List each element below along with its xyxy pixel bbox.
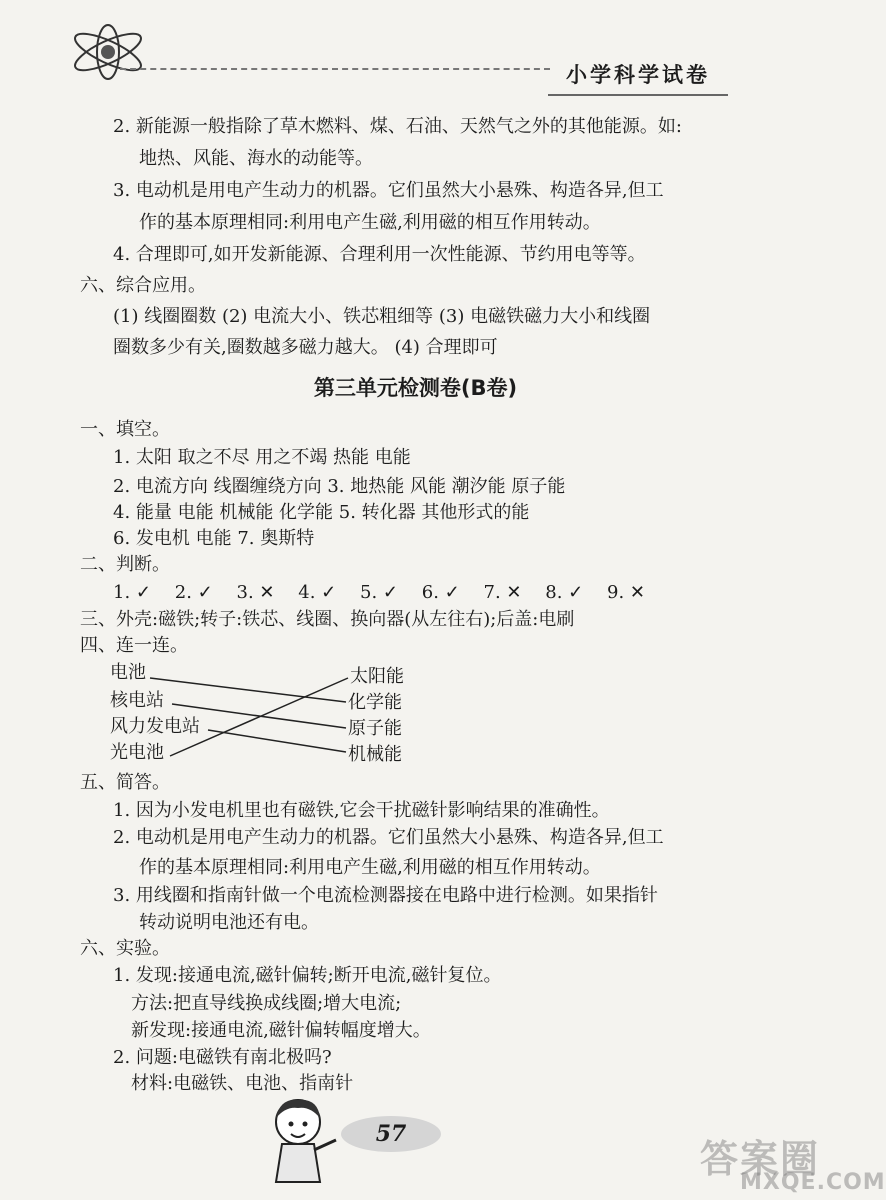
answer-line: (1) 线圈圈数 (2) 电流大小、铁芯粗细等 (3) 电磁铁磁力大小和线圈 [113, 306, 651, 327]
judgment-number: 5. [360, 582, 378, 603]
connect-right-item: 化学能 [348, 692, 402, 713]
judgment-answers [113, 580, 645, 606]
answer-line: 圈数多少有关,圈数越多磁力越大。 (4) 合理即可 [113, 337, 498, 358]
header-title: 小学科学试卷 [548, 54, 728, 96]
answer-line: 地热、风能、海水的动能等。 [139, 148, 373, 169]
answer-line: 新发现:接通电流,磁针偏转幅度增大。 [131, 1020, 431, 1041]
watermark-logo: 答案圈 [700, 1137, 821, 1181]
judgment-mark: ✓ [382, 582, 399, 603]
section-heading: 二、判断。 [80, 554, 170, 575]
section-heading: 五、简答。 [80, 772, 170, 793]
connect-line [208, 730, 346, 752]
section-heading: 六、综合应用。 [80, 275, 206, 296]
judgment-number: 2. [174, 582, 192, 603]
judgment-mark: ✓ [321, 582, 337, 603]
answer-line: 1. 发现:接通电流,磁针偏转;断开电流,磁针复位。 [113, 965, 502, 986]
answer-line: 2. 电动机是用电产生动力的机器。它们虽然大小悬殊、构造各异,但工 [113, 827, 664, 848]
judgment-number: 7. [483, 582, 501, 603]
answer-line: 转动说明电池还有电。 [139, 912, 319, 933]
connect-diagram [100, 660, 430, 770]
connect-left-item: 核电站 [110, 690, 164, 711]
connect-left-item: 电池 [110, 662, 146, 683]
judgment-number: 9. [607, 582, 625, 603]
answer-line: 2. 新能源一般指除了草木燃料、煤、石油、天然气之外的其他能源。如: [113, 116, 682, 137]
answer-line: 1. 太阳 取之不尽 用之不竭 热能 电能 [113, 447, 411, 468]
judgment-mark: ✓ [444, 582, 460, 603]
connect-left-item: 光电池 [110, 742, 164, 763]
connect-line [150, 678, 346, 702]
judgment-mark: ✕ [629, 582, 646, 603]
connect-right-item: 机械能 [348, 744, 402, 765]
answer-line: 6. 发电机 电能 7. 奥斯特 [113, 528, 315, 549]
answer-line: 3. 用线圈和指南针做一个电流检测器接在电路中进行检测。如果指针 [113, 885, 658, 906]
judgment-mark: ✓ [568, 582, 584, 603]
connect-left-item: 风力发电站 [110, 716, 200, 737]
judgment-number: 1. [113, 582, 131, 603]
answer-line: 4. 合理即可,如开发新能源、合理利用一次性能源、节约用电等等。 [113, 244, 646, 265]
answer-line: 材料:电磁铁、电池、指南针 [131, 1073, 354, 1094]
section-heading: 四、连一连。 [80, 635, 188, 656]
judgment-mark: ✕ [506, 582, 522, 603]
cartoon-boy-icon [258, 1092, 348, 1192]
watermark [700, 1128, 886, 1195]
section-heading: 一、填空。 [80, 419, 170, 440]
answer-line: 方法:把直导线换成线圈;增大电流; [131, 993, 402, 1014]
answer-line: 1. 因为小发电机里也有磁铁,它会干扰磁针影响结果的准确性。 [113, 800, 610, 821]
judgment-mark: ✕ [259, 582, 275, 603]
judgment-number: 3. [236, 582, 254, 603]
judgment-number: 8. [545, 582, 563, 603]
answer-line: 作的基本原理相同:利用电产生磁,利用磁的相互作用转动。 [139, 857, 601, 878]
header-divider [120, 68, 550, 70]
connect-right-item: 原子能 [348, 718, 402, 739]
answer-line: 三、外壳:磁铁;转子:铁芯、线圈、换向器(从左往右);后盖:电刷 [80, 609, 575, 630]
unit-title: 第三单元检测卷(B卷) [313, 376, 518, 400]
connect-right-item: 太阳能 [350, 666, 404, 687]
answer-line: 2. 问题:电磁铁有南北极吗? [113, 1047, 332, 1068]
watermark-url: MXQE.COM [740, 1170, 886, 1195]
judgment-mark: ✓ [197, 582, 213, 603]
answer-line: 作的基本原理相同:利用电产生磁,利用磁的相互作用转动。 [139, 212, 601, 233]
judgment-mark: ✓ [135, 582, 152, 603]
section-heading: 六、实验。 [80, 938, 170, 959]
judgment-number: 4. [298, 582, 316, 603]
judgment-number: 6. [421, 582, 439, 603]
answer-line: 2. 电流方向 线圈缠绕方向 3. 地热能 风能 潮汐能 原子能 [113, 476, 566, 497]
answer-line: 3. 电动机是用电产生动力的机器。它们虽然大小悬殊、构造各异,但工 [113, 180, 664, 201]
atom-icon [68, 22, 148, 82]
page-number: 57 [341, 1116, 441, 1152]
answer-line: 4. 能量 电能 机械能 化学能 5. 转化器 其他形式的能 [113, 502, 530, 523]
